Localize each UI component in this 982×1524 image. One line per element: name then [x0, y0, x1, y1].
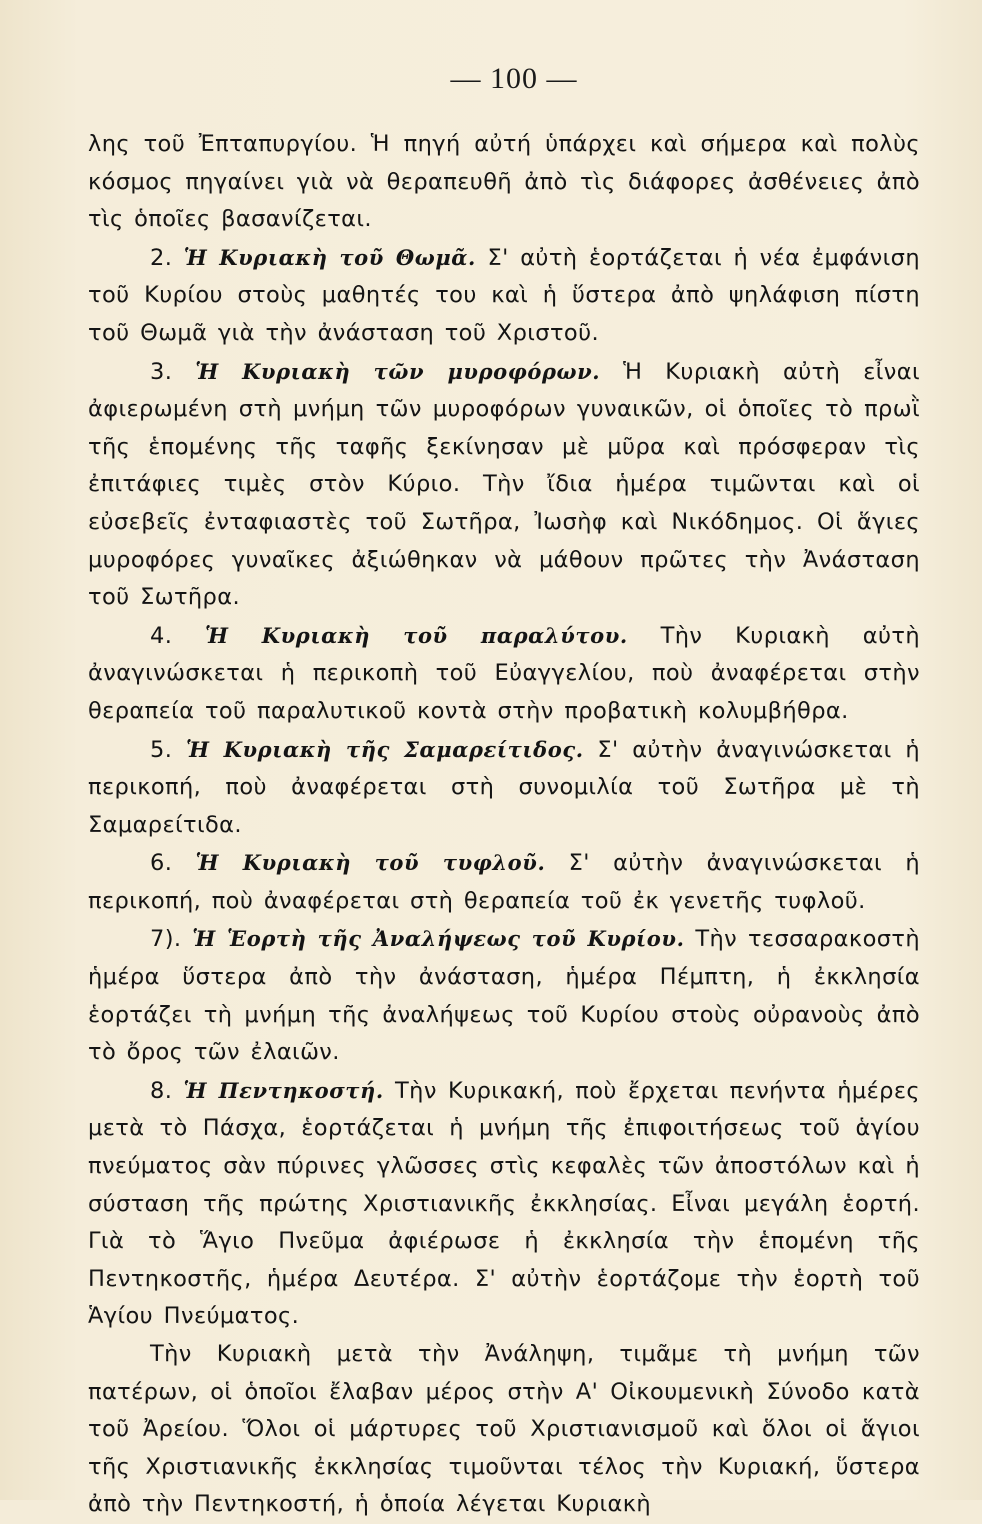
item-heading: Ἡ Κυριακὴ τῶν μυροφόρων.: [195, 358, 601, 384]
item-text: Σ' αὐτὴ ἑορτάζεται ἡ νέα ἐμφάνιση τοῦ Κυρίου στοὺς μαθητές του καὶ ἡ ὕστερα ἀπὸ ψηλάφιση πίστη τοῦ Θωμᾶ γιὰ τὴν ἀνάσταση τοῦ Χριστοῦ.: [88, 244, 920, 346]
item-heading: Ἡ Κυριακὴ τοῦ Θωμᾶ.: [183, 244, 476, 270]
list-item-myrrhbearers-sunday: [88, 353, 920, 617]
item-number: 7).: [150, 926, 193, 953]
item-heading: Ἡ Πεντηκοστή.: [183, 1077, 384, 1103]
item-number: 2.: [150, 244, 184, 271]
item-heading: Ἡ Κυριακὴ τοῦ τυφλοῦ.: [195, 850, 546, 876]
item-number: 3.: [150, 358, 196, 385]
list-item-pentecost: [88, 1072, 920, 1336]
item-heading: Ἡ Κυριακὴ τοῦ παραλύτου.: [205, 622, 628, 648]
list-item-samaritan-sunday: [88, 731, 920, 845]
page-number: — 100 —: [450, 62, 578, 95]
list-item-thomas-sunday: [88, 239, 920, 353]
paragraph-continuation: [88, 126, 920, 239]
item-text: Ἡ Κυριακὴ αὐτὴ εἶναι ἀφιερωμένη στὴ μνήμη τῶν μυροφόρων γυναικῶν, οἱ ὁποῖες τὸ πρωῒ τῆς ἑπομένης τῆς ταφῆς ξεκίνησαν μὲ μῦρα καὶ πρόσφεραν τὶς ἐπιτάφιες τιμὲς στὸν Κύριο. Τὴν ἴδια ἡμέρα τιμῶνται καὶ οἱ εὐσεβεῖς ἐνταφιαστὲς τοῦ Σωτῆρα, Ἰωσὴφ καὶ Νικόδημος. Οἱ ἅγιες μυροφόρες γυναῖκες ἀξιώθηκαν νὰ μάθουν πρῶτες τὴν Ἀνάσταση τοῦ Σωτῆρα.: [88, 358, 920, 611]
list-item-blind-man-sunday: [88, 844, 920, 920]
item-heading: Ἡ Κυριακὴ τῆς Σαμαρείτιδος.: [185, 736, 584, 762]
paragraph-text: Τὴν Κυριακὴ μετὰ τὴν Ἀνάληψη, τιμᾶμε τὴ μνήμη τῶν πατέρων, οἱ ὁποῖοι ἔλαβαν μέρος στὴν Α' Οἰκουμενικὴ Σύνοδο κατὰ τοῦ Ἀρείου. Ὅλοι οἱ μάρτυρες τοῦ Χριστιανισμοῦ καὶ ὅλοι οἱ ἅγιοι τῆς Χριστιανικῆς ἐκκλησίας τιμοῦνται τέλος τὴν Κυριακή, ὕστερα ἀπὸ τὴν Πεντηκοστή, ἡ ὁποία λέγεται Κυριακὴ: [88, 1341, 920, 1518]
item-text: Τὴν Κυριακὴ αὐτὴ ἀναγινώσκεται ἡ περικοπὴ τοῦ Εὐαγγελίου, ποὺ ἀναφέρεται στὴν θεραπεία τοῦ παραλυτικοῦ κοντὰ στὴν προβατικὴ κολυμβήθρα.: [88, 622, 920, 724]
item-text: Σ' αὐτὴν ἀναγινώσκεται ἡ περικοπή, ποὺ ἀναφέρεται στὴ συνομιλία τοῦ Σωτῆρα μὲ τὴ Σαμαρείτιδα.: [88, 736, 920, 838]
item-number: 6.: [150, 850, 196, 877]
item-number: 4.: [150, 622, 206, 649]
item-text: Τὴν Κυρικακή, ποὺ ἔρχεται πενήντα ἡμέρες μετὰ τὸ Πάσχα, ἑορτάζεται ἡ μνήμη τῆς ἐπιφοιτήσεως τοῦ ἁγίου πνεύματος σὰν πύρινες γλῶσσες στὶς κεφαλὲς τῶν ἀποστόλων καὶ ἡ σύσταση τῆς πρώτης Χριστιανικῆς ἐκκλησίας. Εἶναι μεγάλη ἑορτή. Γιὰ τὸ Ἅγιο Πνεῦμα ἀφιέρωσε ἡ ἐκκλησία τὴν ἑπομένη τῆς Πεντηκοστῆς, ἡμέρα Δευτέρα. Σ' αὐτὴν ἑορτάζομε τὴν ἑορτὴ τοῦ Ἁγίου Πνεύματος.: [88, 1077, 920, 1330]
paragraph-closing: [88, 1336, 920, 1524]
paragraph-text: λης τοῦ Ἐπταπυργίου. Ἡ πηγή αὐτή ὑπάρχει καὶ σήμερα καὶ πολὺς κόσμος πηγαίνει γιὰ νὰ θεραπευθῆ ἀπὸ τὶς διάφορες ἀσθένειες ἀπὸ τὶς ὁποῖες βασανίζεται.: [88, 131, 920, 233]
item-text: Τὴν τεσσαρακοστὴ ἡμέρα ὕστερα ἀπὸ τὴν ἀνάσταση, ἡμέρα Πέμπτη, ἡ ἐκκλησία ἑορτάζει τὴ μνήμη τῆς ἀναλήψεως τοῦ Κυρίου στοὺς οὐρανοὺς ἀπὸ τὸ ὄρος τῶν ἐλαιῶν.: [88, 926, 921, 1066]
item-number: 5.: [150, 736, 186, 763]
item-text: Σ' αὐτὴν ἀναγινώσκεται ἡ περικοπή, ποὺ ἀναφέρεται στὴ θεραπεία τοῦ ἐκ γενετῆς τυφλοῦ.: [88, 850, 920, 914]
list-item-paralytic-sunday: [88, 617, 920, 731]
list-item-ascension: [88, 920, 920, 1071]
item-number: 8.: [150, 1077, 184, 1104]
item-heading: Ἡ Ἑορτὴ τῆς Ἀναλήψεως τοῦ Κυρίου.: [192, 926, 685, 952]
